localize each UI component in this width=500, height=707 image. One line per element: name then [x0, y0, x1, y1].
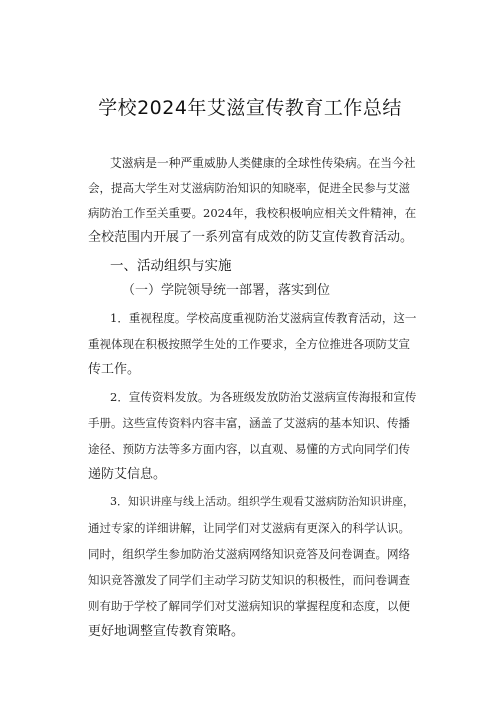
- item1-line-2: 重视体现在积极按照学生处的工作要求，全方位推进各项防艾宣: [88, 337, 410, 351]
- item3-line-2: 通过专家的详细讲解，让同学们对艾滋病有更深入的科学认识。: [88, 521, 410, 535]
- item3-line-1: 3．知识讲座与线上活动。组织学生观看艾滋病防治知识讲座，: [110, 495, 414, 508]
- item3-line-4: 知识竞答激发了同学们主动学习防艾知识的积极性，而问卷调查: [88, 573, 410, 587]
- item3-line-5: 则有助于学校了解同学们对艾滋病知识的掌握程度和态度，以便: [88, 599, 410, 613]
- item2-line-3: 途径、预防方法等多方面内容，以直观、易懂的方式向同学们传: [88, 442, 410, 456]
- section-heading: 一、活动组织与实施: [110, 258, 232, 274]
- item1-line-3: 传工作。: [88, 362, 141, 377]
- intro-line-3: 病防治工作至关重要。2024年，我校积极响应相关文件精神，在: [88, 206, 417, 220]
- intro-line-2: 会，提高大学生对艾滋病防治知识的知晓率，促进全民参与艾滋: [88, 181, 410, 195]
- document-title: 学校2024年艾滋宣传教育工作总结: [98, 97, 402, 119]
- item3-line-3: 同时，组织学生参加防治艾滋病网络知识竞答及问卷调查。网络: [88, 547, 410, 561]
- item2-line-1: 2．宣传资料发放。为各班级发放防治艾滋病宣传海报和宣传: [110, 390, 417, 404]
- item2-line-2: 手册。这些宣传资料内容丰富，涵盖了艾滋病的基本知识、传播: [88, 416, 410, 430]
- intro-line-4: 全校范围内开展了一系列富有成效的防艾宣传教育活动。: [88, 230, 414, 245]
- item3-line-6: 更好地调整宣传教育策略。: [88, 624, 245, 639]
- item2-line-4: 递防艾信息。: [88, 467, 167, 482]
- intro-line-1: 艾滋病是一种严重威胁人类健康的全球性传染病。在当今社: [110, 156, 416, 170]
- item1-line-1: 1．重视程度。学校高度重视防治艾滋病宣传教育活动，这一: [110, 311, 417, 325]
- subsection-heading: （一）学院领导统一部署，落实到位: [122, 283, 331, 298]
